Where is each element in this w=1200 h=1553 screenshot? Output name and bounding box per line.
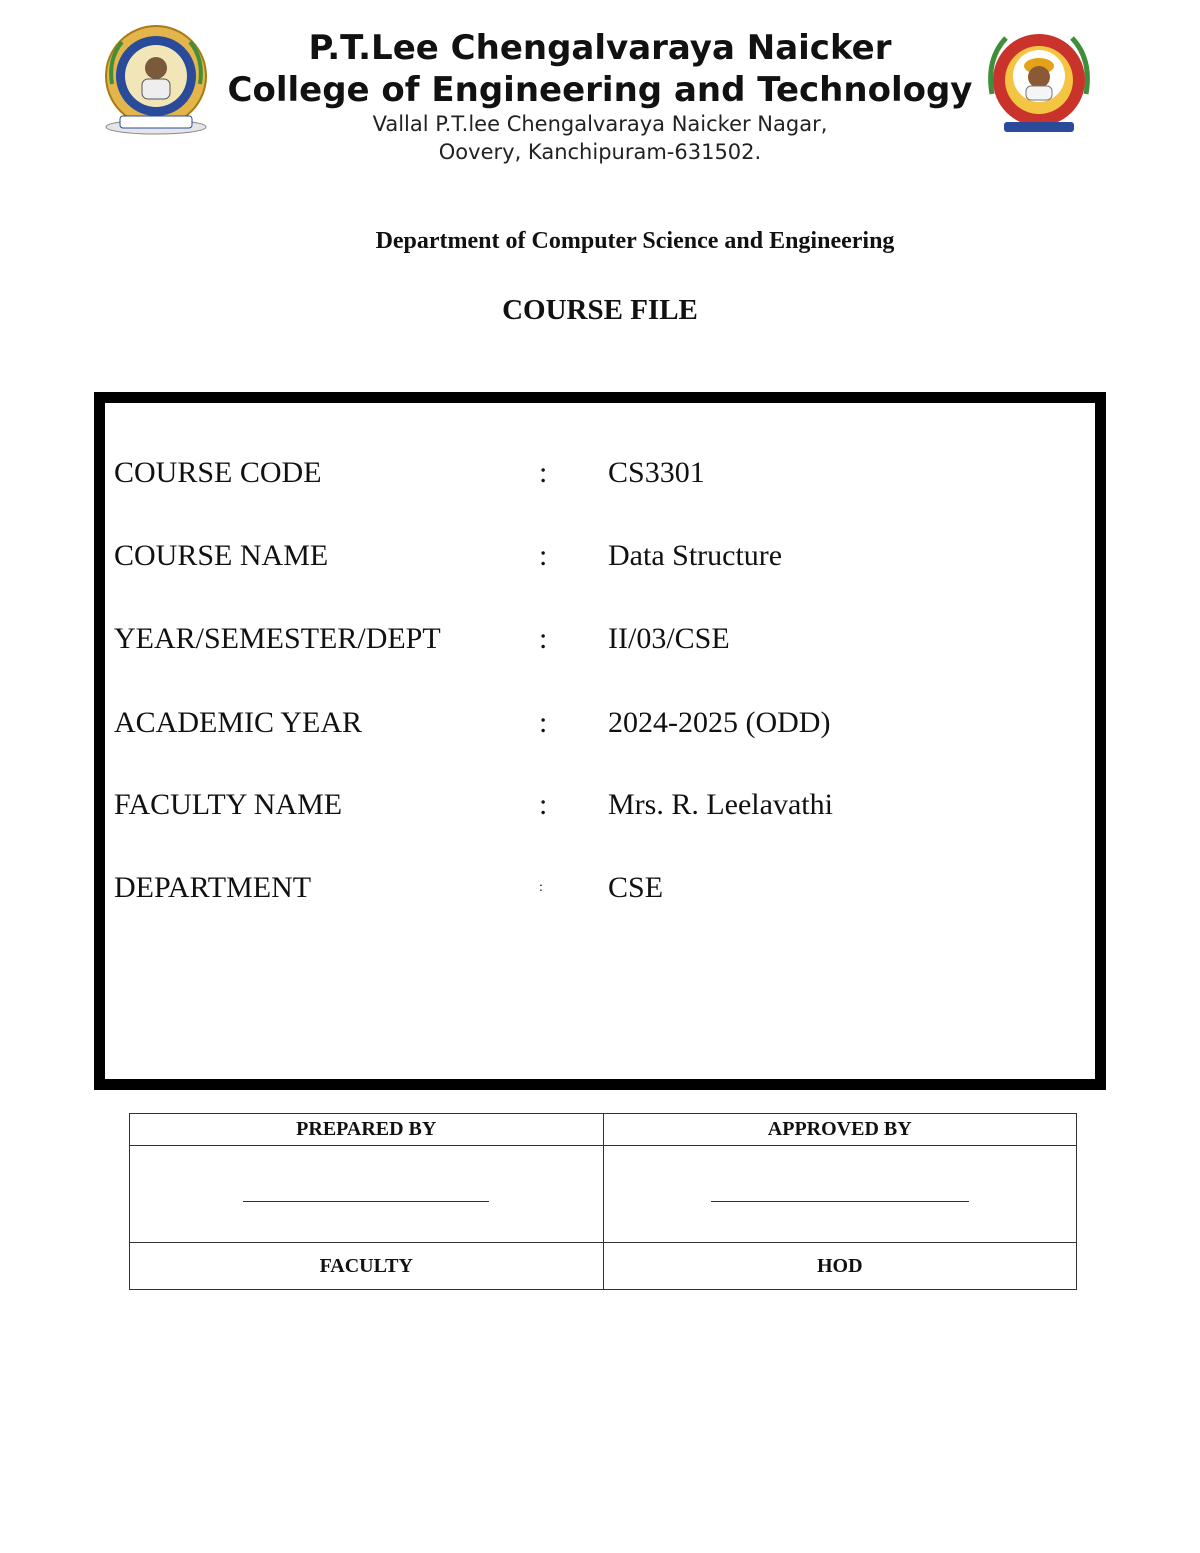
year-semester-value: II/03/CSE — [608, 622, 730, 655]
hod-signature-cell — [603, 1146, 1077, 1243]
separator: : — [539, 880, 543, 895]
course-name-row — [105, 536, 1095, 576]
prepared-by-header: PREPARED BY — [130, 1114, 604, 1146]
course-details-box — [94, 392, 1106, 1090]
academic-year-row — [105, 703, 1095, 743]
department-value: CSE — [608, 871, 664, 904]
separator: : — [539, 788, 548, 821]
signature-line — [243, 1199, 489, 1202]
course-name-label: COURSE NAME — [114, 539, 329, 572]
signature-table — [129, 1113, 1077, 1290]
signature-line — [711, 1199, 969, 1202]
department-label: DEPARTMENT — [114, 871, 312, 904]
faculty-signature-cell — [130, 1146, 604, 1243]
separator: : — [539, 622, 548, 655]
course-code-value: CS3301 — [608, 456, 705, 489]
separator: : — [539, 706, 548, 739]
faculty-name-label: FACULTY NAME — [114, 788, 343, 821]
address-line1: Vallal P.T.lee Chengalvaraya Naicker Nagar, — [372, 112, 828, 136]
course-code-row — [105, 453, 1095, 493]
year-semester-label: YEAR/SEMESTER/DEPT — [114, 622, 441, 655]
academic-year-label: ACADEMIC YEAR — [114, 706, 363, 739]
college-name-line2: College of Engineering and Technology — [227, 70, 973, 110]
faculty-role: FACULTY — [130, 1243, 604, 1290]
faculty-name-value: Mrs. R. Leelavathi — [608, 788, 833, 821]
department-row — [105, 868, 1095, 908]
separator: : — [539, 456, 548, 489]
year-semester-row — [105, 619, 1095, 659]
address-line2: Oovery, Kanchipuram-631502. — [438, 140, 762, 164]
faculty-name-row — [105, 785, 1095, 825]
hod-role: HOD — [603, 1243, 1077, 1290]
department-heading: Department of Computer Science and Engineering — [375, 228, 895, 254]
course-name-value: Data Structure — [608, 539, 783, 572]
document-title: COURSE FILE — [502, 294, 698, 326]
approved-by-header: APPROVED BY — [603, 1114, 1077, 1146]
course-code-label: COURSE CODE — [114, 456, 322, 489]
academic-year-value: 2024-2025 (ODD) — [608, 706, 831, 739]
separator: : — [539, 539, 548, 572]
college-name-line1: P.T.Lee Chengalvaraya Naicker — [308, 28, 892, 68]
